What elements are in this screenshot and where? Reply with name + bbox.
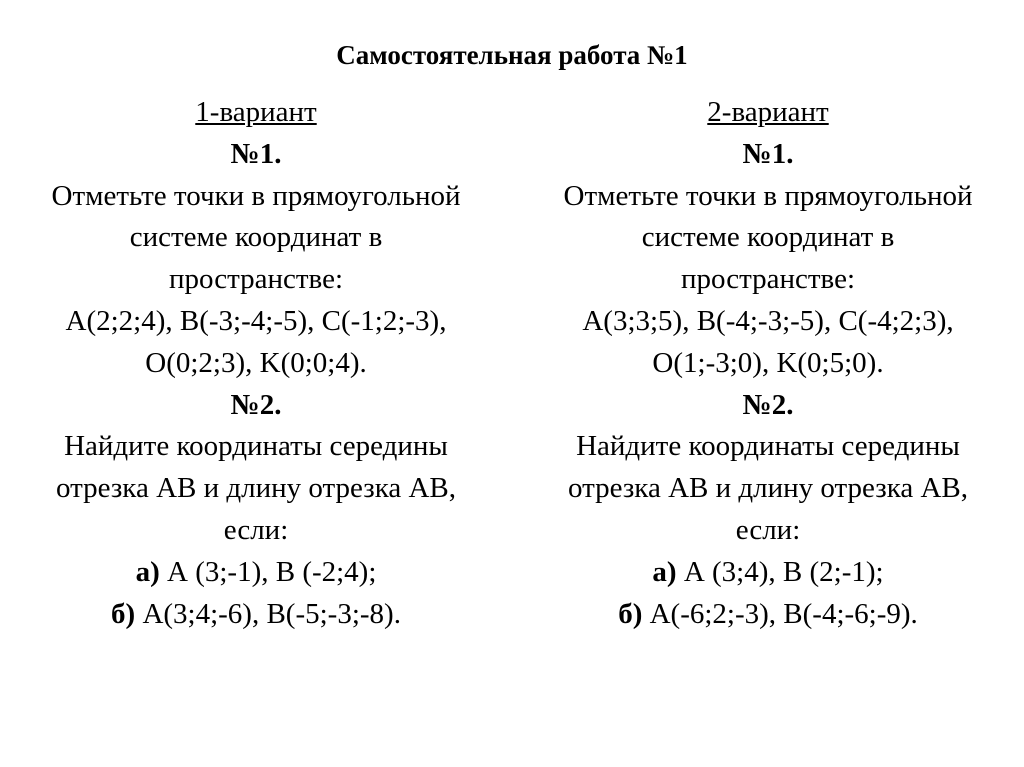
- task-1-number: №1.: [230, 137, 282, 170]
- task-2-text: отрезка АВ и длину отрезка АВ,: [55, 472, 457, 505]
- variant-1-column: [0, 92, 512, 635]
- task-1-text: системе координат в: [129, 221, 383, 254]
- task-2-text: Найдите координаты середины: [64, 430, 448, 463]
- task-1-points: O(0;2;3), K(0;0;4).: [145, 346, 367, 379]
- task-2-text: Найдите координаты середины: [576, 430, 960, 463]
- page-title: Самостоятельная работа №1: [336, 40, 688, 70]
- task-1-text: пространстве:: [680, 263, 856, 296]
- subtask-a-label: а): [652, 555, 677, 588]
- task-1-points: O(1;-3;0), K(0;5;0).: [652, 346, 884, 379]
- subtask-a-label: а): [135, 555, 160, 588]
- variant-heading: 2-вариант: [707, 96, 829, 128]
- task-2-text: отрезка АВ и длину отрезка АВ,: [567, 472, 969, 505]
- task-1-number: №1.: [742, 137, 794, 170]
- subtask-a: [0, 552, 512, 594]
- variant-heading: 1-вариант: [195, 96, 317, 128]
- subtask-b-label: б): [618, 597, 643, 630]
- task-2-number: №2.: [742, 388, 794, 421]
- task-1-text: Отметьте точки в прямоугольной: [51, 179, 461, 212]
- task-1-text: пространстве:: [168, 263, 344, 296]
- task-1-text: Отметьте точки в прямоугольной: [563, 179, 973, 212]
- task-1-points: A(2;2;4), B(-3;-4;-5), C(-1;2;-3),: [65, 304, 447, 337]
- subtask-a: [512, 552, 1024, 594]
- subtask-a-text: А (3;4), В (2;-1);: [676, 555, 884, 588]
- subtask-b-text: А(3;4;-6), В(-5;-3;-8).: [135, 597, 401, 630]
- task-2-text: если:: [223, 513, 289, 546]
- task-1-points: A(3;3;5), B(-4;-3;-5), C(-4;2;3),: [582, 304, 954, 337]
- subtask-b-label: б): [111, 597, 136, 630]
- variant-2-column: [512, 92, 1024, 635]
- subtask-b: [0, 594, 512, 636]
- task-2-text: если:: [735, 513, 801, 546]
- task-2-number: №2.: [230, 388, 282, 421]
- subtask-b-text: А(-6;2;-3), В(-4;-6;-9).: [642, 597, 918, 630]
- subtask-b: [512, 594, 1024, 636]
- task-1-text: системе координат в: [641, 221, 895, 254]
- subtask-a-text: А (3;-1), В (-2;4);: [159, 555, 377, 588]
